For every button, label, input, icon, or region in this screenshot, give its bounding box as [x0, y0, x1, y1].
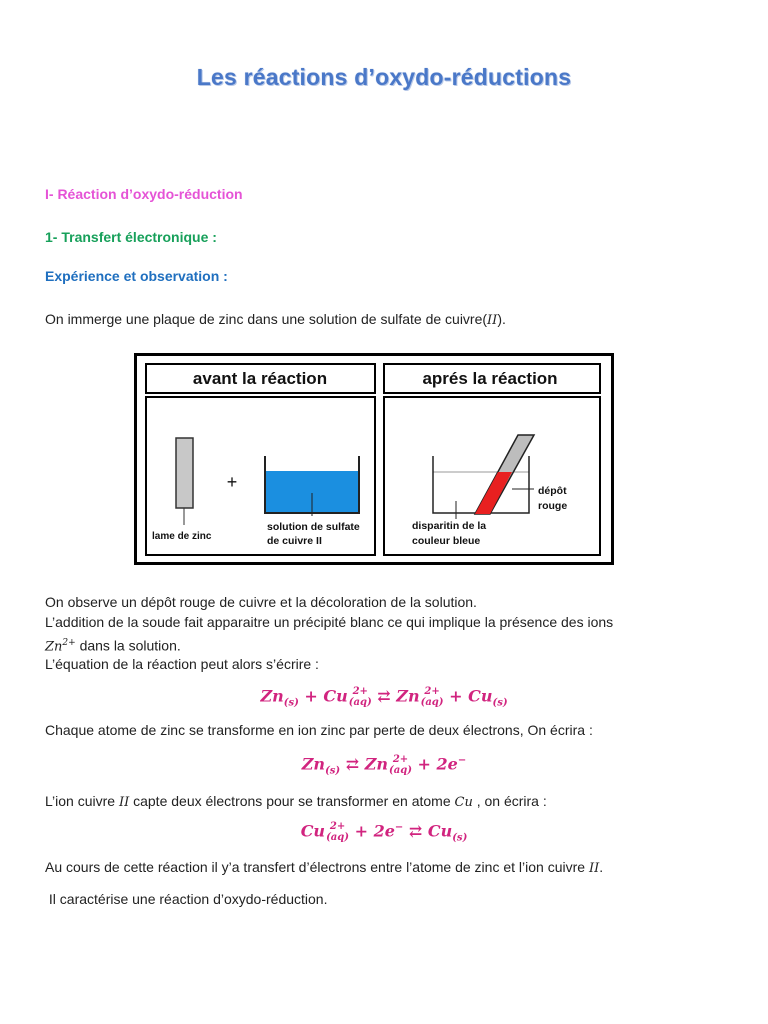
label-depot-1: dépôt — [538, 485, 567, 497]
experience-heading: Expérience et observation : — [45, 268, 228, 284]
eq3-electrons: 2e — [373, 821, 395, 841]
observation-line-4: L’équation de la réaction peut alors s’écrire : — [45, 656, 319, 672]
eq1-zn2: Zn — [396, 686, 420, 706]
transfert-suffix: . — [599, 859, 604, 875]
eq2-s: (s) — [325, 765, 341, 777]
eq2-plus: + — [417, 754, 431, 774]
observation-line-1: On observe un dépôt rouge de cuivre et la décoloration de la solution. — [45, 594, 477, 610]
transfert-text: Au cours de cette réaction il y’a transfert d’électrons entre l’atome de zinc et l’ion cuivre — [45, 859, 589, 875]
plus-sign: + — [226, 472, 238, 492]
zinc-plate — [176, 438, 193, 508]
eq2-arrow: ⇄ — [345, 754, 360, 774]
eq2-zn2: Zn — [364, 754, 389, 774]
cuivre-math1: II — [118, 795, 130, 810]
paragraph-cuivre — [45, 791, 547, 813]
equation-reduction — [0, 821, 768, 844]
cuivre-part2: capte deux électrons pour se transformer en atome — [129, 793, 455, 809]
label-solution-1: solution de sulfate — [267, 521, 360, 533]
eq1-zn: Zn — [260, 686, 284, 706]
conclusion: Il caractérise une réaction d’oxydo-réduction. — [45, 891, 328, 907]
eq1-cu2: Cu — [468, 686, 493, 706]
page-title: Les réactions d’oxydo-réductions — [196, 64, 572, 90]
eq1-plus: + — [304, 686, 318, 706]
paragraph-zinc: Chaque atome de zinc se transforme en ion zinc par perte de deux électrons, On écrira : — [45, 722, 593, 738]
cuivre-part3: , on écrira : — [472, 793, 547, 809]
intro-text: On immerge une plaque de zinc dans une solution de sulfate de cuivre( — [45, 311, 488, 327]
experiment-figure — [134, 353, 614, 565]
eq3-arrow: ⇄ — [408, 821, 423, 841]
eq1-cu-stack: 2+ (aq) — [348, 686, 372, 708]
observation-line-3-text: dans la solution. — [79, 637, 181, 654]
cuivre-math2: Cu — [454, 795, 473, 810]
equation-global — [0, 686, 768, 709]
equation-oxidation — [0, 754, 768, 777]
eq2-electrons: 2e — [436, 754, 458, 774]
label-depot-2: rouge — [538, 500, 568, 512]
eq3-cu: Cu — [300, 821, 326, 841]
label-disparition-2: couleur bleue — [412, 535, 481, 547]
eq3-e-charge: − — [394, 822, 404, 834]
eq2-zn-stack: 2+ (aq) — [389, 754, 412, 776]
paragraph-transfert — [45, 857, 603, 879]
ion-zn: Zn — [45, 639, 63, 655]
eq1-s2: (s) — [492, 697, 508, 709]
cuivre-part1: L’ion cuivre — [45, 793, 119, 809]
eq3-s: (s) — [452, 832, 468, 844]
intro-paragraph — [45, 309, 506, 331]
subsection-heading: 1- Transfert électronique : — [45, 229, 217, 245]
label-disparition-1: disparitin de la — [412, 520, 487, 532]
eq1-cu: Cu — [323, 686, 348, 706]
intro-math: II — [487, 313, 498, 328]
eq1-plus2: + — [449, 686, 463, 706]
eq3-plus: + — [354, 821, 368, 841]
label-zinc: lame de zinc — [152, 531, 212, 542]
section-heading: I- Réaction d’oxydo-réduction — [45, 186, 243, 202]
eq1-zn-stack: 2+ (aq) — [420, 686, 444, 708]
eq1-s: (s) — [283, 697, 299, 709]
observation-line-2: L’addition de la soude fait apparaitre un précipité blanc ce qui implique la présence des ions — [45, 614, 614, 630]
label-solution-2: de cuivre II — [267, 535, 322, 547]
transfert-math: II — [588, 861, 600, 876]
left-header: avant la réaction — [192, 369, 328, 388]
intro-suffix: ). — [497, 311, 506, 327]
eq3-cu-stack: 2+ (aq) — [326, 821, 349, 843]
right-header: aprés la réaction — [422, 369, 558, 388]
eq2-e-charge: − — [457, 755, 467, 767]
eq1-arrow: ⇄ — [377, 686, 391, 706]
ion-charge: 2+ — [62, 638, 76, 648]
eq2-zn: Zn — [301, 754, 326, 774]
eq3-cu2: Cu — [427, 821, 453, 841]
